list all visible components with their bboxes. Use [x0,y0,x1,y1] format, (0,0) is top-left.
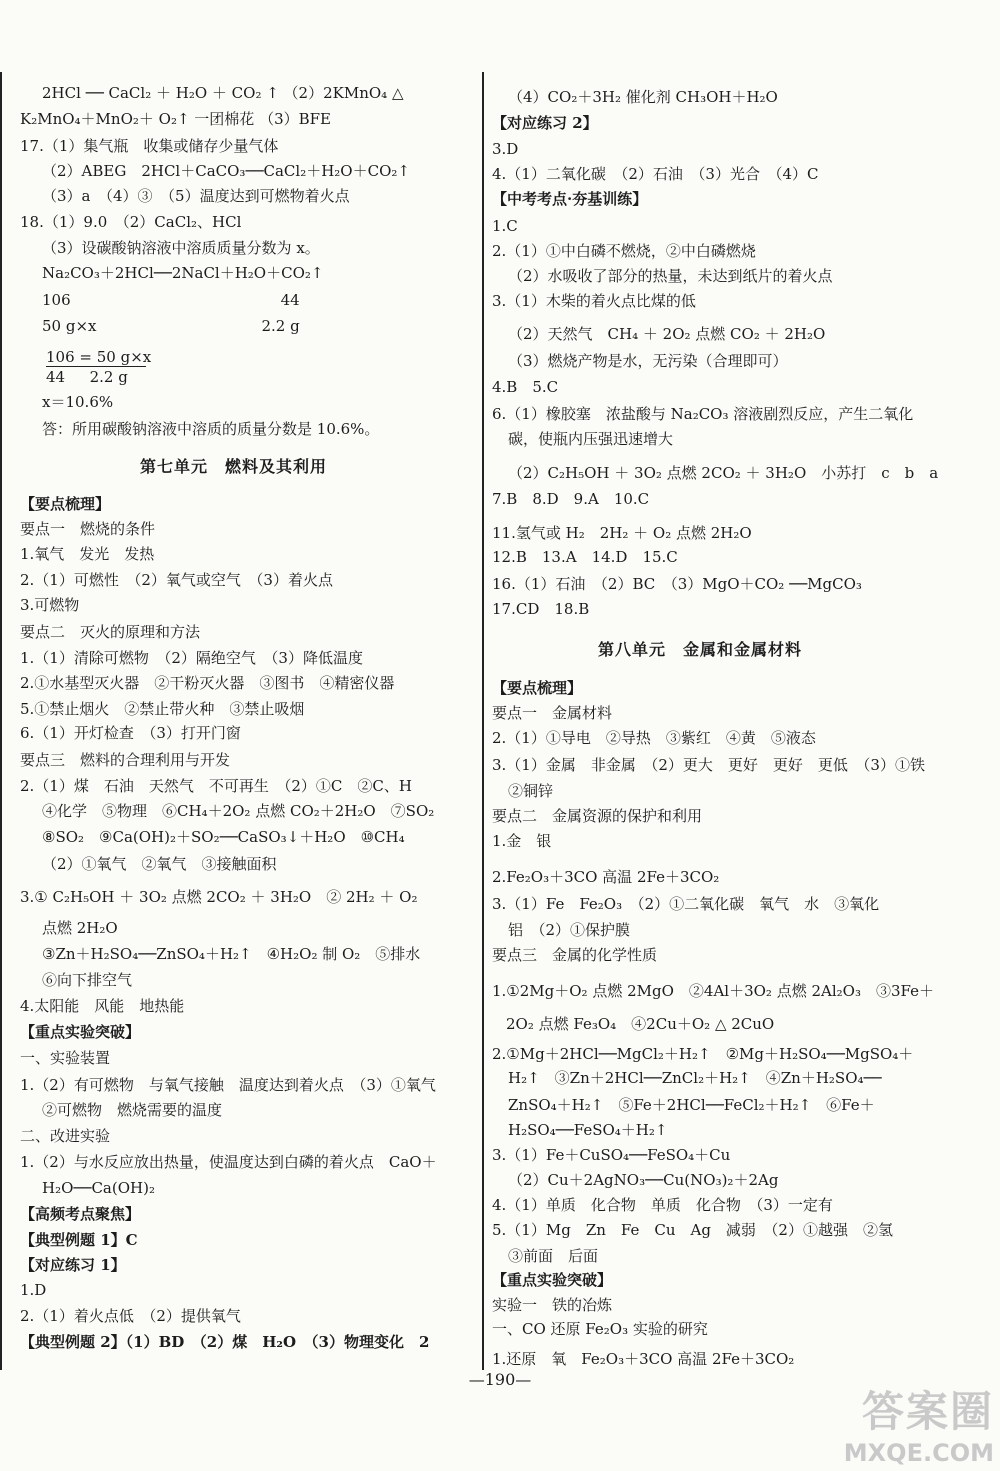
left-line: 要点二 灭火的原理和方法 [20,623,201,641]
left-line: x＝10.6% [42,393,114,411]
right-line: 【中考考点·夯基训练】 [492,190,648,208]
right-line: （4）CO₂＋3H₂ 催化剂 CH₃OH＋H₂O [508,88,778,106]
left-line: 【对应练习 1】 [20,1256,126,1274]
left-border [0,72,2,1370]
right-line: 2O₂ 点燃 Fe₃O₄ ④2Cu＋O₂ △ 2CuO [506,1015,775,1033]
left-line: （3）a （4）③ （5）温度达到可燃物着火点 [42,187,350,205]
left-line: 1.氧气 发光 发热 [20,545,155,563]
left-line: ④化学 ⑤物理 ⑥CH₄＋2O₂ 点燃 CO₂＋2H₂O ⑦SO₂ [42,802,435,820]
left-line: 44 2.2 g [46,368,128,386]
right-line: 16.（1）石油 （2）BC （3）MgO＋CO₂ ──MgCO₃ [492,575,862,593]
right-line: 7.B 8.D 9.A 10.C [492,490,650,508]
right-line: 12.B 13.A 14.D 15.C [492,548,678,566]
left-line: 答：所用碳酸钠溶液中溶质的质量分数是 10.6%。 [42,420,380,438]
right-line: 第八单元 金属和金属材料 [598,640,803,659]
right-line: 要点三 金属的化学性质 [492,946,658,964]
left-line: 1.（1）清除可燃物 （2）隔绝空气 （3）降低温度 [20,649,363,667]
left-line: 【高频考点聚焦】 [20,1205,141,1223]
right-line: 17.CD 18.B [492,600,590,618]
right-line: 11.氢气或 H₂ 2H₂ ＋ O₂ 点燃 2H₂O [492,524,752,542]
left-line: 第七单元 燃料及其利用 [140,457,328,476]
left-line: 3.① C₂H₅OH ＋ 3O₂ 点燃 2CO₂ ＋ 3H₂O ② 2H₂ ＋ O₂ [20,888,418,906]
right-line: 2.①Mg＋2HCl──MgCl₂＋H₂↑ ②Mg＋H₂SO₄──MgSO₄＋ [492,1045,914,1063]
right-line: 3.（1）金属 非金属 （2）更大 更好 更好 更低 （3）①铁 [492,756,925,774]
page-number: —190— [468,1370,532,1389]
left-line: 2HCl ── CaCl₂ ＋ H₂O ＋ CO₂ ↑ （2）2KMnO₄ △ [42,84,404,102]
right-line: 1.C [492,217,518,235]
left-line: 106 = 50 g×x [46,348,152,366]
left-line: 1.（2）与水反应放出热量，使温度达到白磷的着火点 CaO＋ [20,1153,437,1171]
right-line: （2）水吸收了部分的热量，未达到纸片的着火点 [508,267,833,285]
watermark-url: MXQE.COM [843,1439,994,1467]
right-line: 3.（1）Fe Fe₂O₃ （2）①二氧化碳 氧气 水 ③氧化 [492,895,880,913]
left-line: ③Zn＋H₂SO₄──ZnSO₄＋H₂↑ ④H₂O₂ 制 O₂ ⑤排水 [42,945,421,963]
left-line: （2）ABEG 2HCl＋CaCO₃──CaCl₂＋H₂O＋CO₂↑ [42,162,410,180]
left-line: 2.（1）煤 石油 天然气 不可再生 （2）①C ②C、H [20,777,412,795]
left-line: 要点一 燃烧的条件 [20,520,156,538]
left-line: ⑥向下排空气 [42,971,133,989]
right-line: 3.（1）木柴的着火点比煤的低 [492,292,696,310]
right-line: 4.（1）二氧化碳 （2）石油 （3）光合 （4）C [492,165,819,183]
right-line: 2.Fe₂O₃＋3CO 高温 2Fe＋3CO₂ [492,868,720,886]
right-line: H₂SO₄──FeSO₄＋H₂↑ [508,1121,668,1139]
left-line: K₂MnO₄＋MnO₂＋ O₂↑ 一团棉花 （3）BFE [20,110,331,128]
left-line: 106 44 [42,291,300,309]
left-line: 5.①禁止烟火 ②禁止带火种 ③禁止吸烟 [20,700,305,718]
left-line: 【典型例题 1】C [20,1231,138,1249]
left-line: 6.（1）开灯检查 （3）打开门窗 [20,724,241,742]
left-line: 【典型例题 2】（1）BD （2）煤 H₂O （3）物理变化 2 [20,1333,430,1351]
left-line: 18.（1）9.0 （2）CaCl₂、HCl [20,213,242,231]
left-line: 点燃 2H₂O [42,919,118,937]
right-line: 碳，使瓶内压强迅速增大 [508,430,674,448]
left-line: ⑧SO₂ ⑨Ca(OH)₂＋SO₂──CaSO₃↓＋H₂O ⑩CH₄ [42,828,405,846]
left-line: 【重点实验突破】 [20,1023,141,1041]
right-line: 6.（1）橡胶塞 浓盐酸与 Na₂CO₃ 溶液剧烈反应，产生二氧化 [492,405,914,423]
left-line: （2）①氧气 ②氧气 ③接触面积 [42,855,277,873]
left-line: 【要点梳理】 [20,495,111,513]
left-line: 2.①水基型灭火器 ②干粉灭火器 ③图书 ④精密仪器 [20,674,395,692]
left-line: Na₂CO₃＋2HCl──2NaCl＋H₂O＋CO₂↑ [42,264,324,282]
right-line: 要点一 金属材料 [492,704,613,722]
left-line: ②可燃物 燃烧需要的温度 [42,1101,223,1119]
right-line: （2）天然气 CH₄ ＋ 2O₂ 点燃 CO₂ ＋ 2H₂O [508,325,826,343]
right-line: 1.①2Mg＋O₂ 点燃 2MgO ②4Al＋3O₂ 点燃 2Al₂O₃ ③3Fe＋ [492,982,934,1000]
left-line: 1.D [20,1281,47,1299]
left-line: 要点三 燃料的合理利用与开发 [20,751,231,769]
right-line: 5.（1）Mg Zn Fe Cu Ag 减弱 （2）①越强 ②氢 [492,1221,893,1239]
right-line: 3.D [492,140,519,158]
right-line: 2.（1）①中白磷不燃烧，②中白磷燃烧 [492,242,756,260]
left-line: 50 g×x 2.2 g [42,317,300,335]
right-line: H₂↑ ③Zn＋2HCl──ZnCl₂＋H₂↑ ④Zn＋H₂SO₄── [508,1069,882,1087]
right-line: 【重点实验突破】 [492,1271,613,1289]
right-line: ②铜锌 [508,782,554,800]
right-line: 【对应练习 2】 [492,114,598,132]
right-line: 4.B 5.C [492,378,559,396]
right-line: 4.（1）单质 化合物 单质 化合物 （3）一定有 [492,1196,833,1214]
right-line: 【要点梳理】 [492,679,583,697]
right-line: 3.（1）Fe＋CuSO₄──FeSO₄＋Cu [492,1146,731,1164]
right-line: （2）C₂H₅OH ＋ 3O₂ 点燃 2CO₂ ＋ 3H₂O 小苏打 c b a [508,464,939,482]
left-line: 17.（1）集气瓶 收集或储存少量气体 [20,137,279,155]
right-line: 铝 （2）①保护膜 [508,921,631,939]
left-line: 2.（1）可燃性 （2）氧气或空气 （3）着火点 [20,571,333,589]
fraction-bar [46,366,146,367]
right-line: 1.还原 氧 Fe₂O₃＋3CO 高温 2Fe＋3CO₂ [492,1350,795,1368]
right-line: ZnSO₄＋H₂↑ ⑤Fe＋2HCl──FeCl₂＋H₂↑ ⑥Fe＋ [508,1096,875,1114]
left-line: 1.（2）有可燃物 与氧气接触 温度达到着火点 （3）①氧气 [20,1076,436,1094]
right-line: （3）燃烧产物是水，无污染（合理即可） [508,352,788,370]
left-line: 3.可燃物 [20,596,80,614]
left-line: 2.（1）着火点低 （2）提供氧气 [20,1307,241,1325]
watermark-text: 答案圈 [861,1387,994,1436]
left-line: 二、改进实验 [20,1127,111,1145]
left-line: 一、实验装置 [20,1049,111,1067]
right-line: （2）Cu＋2AgNO₃──Cu(NO₃)₂＋2Ag [508,1171,779,1189]
right-line: 1.金 银 [492,832,552,850]
left-line: H₂O──Ca(OH)₂ [42,1179,155,1197]
left-line: （3）设碳酸钠溶液中溶质质量分数为 x。 [42,239,320,257]
left-line: 4.太阳能 风能 地热能 [20,997,185,1015]
right-line: 一、CO 还原 Fe₂O₃ 实验的研究 [492,1320,708,1338]
right-line: 2.（1）①导电 ②导热 ③紫红 ④黄 ⑤液态 [492,729,816,747]
right-line: 实验一 铁的冶炼 [492,1296,613,1314]
watermark-logo [844,1379,994,1467]
column-divider [482,72,484,1370]
right-line: 要点二 金属资源的保护和利用 [492,807,703,825]
right-line: ③前面 后面 [508,1247,599,1265]
